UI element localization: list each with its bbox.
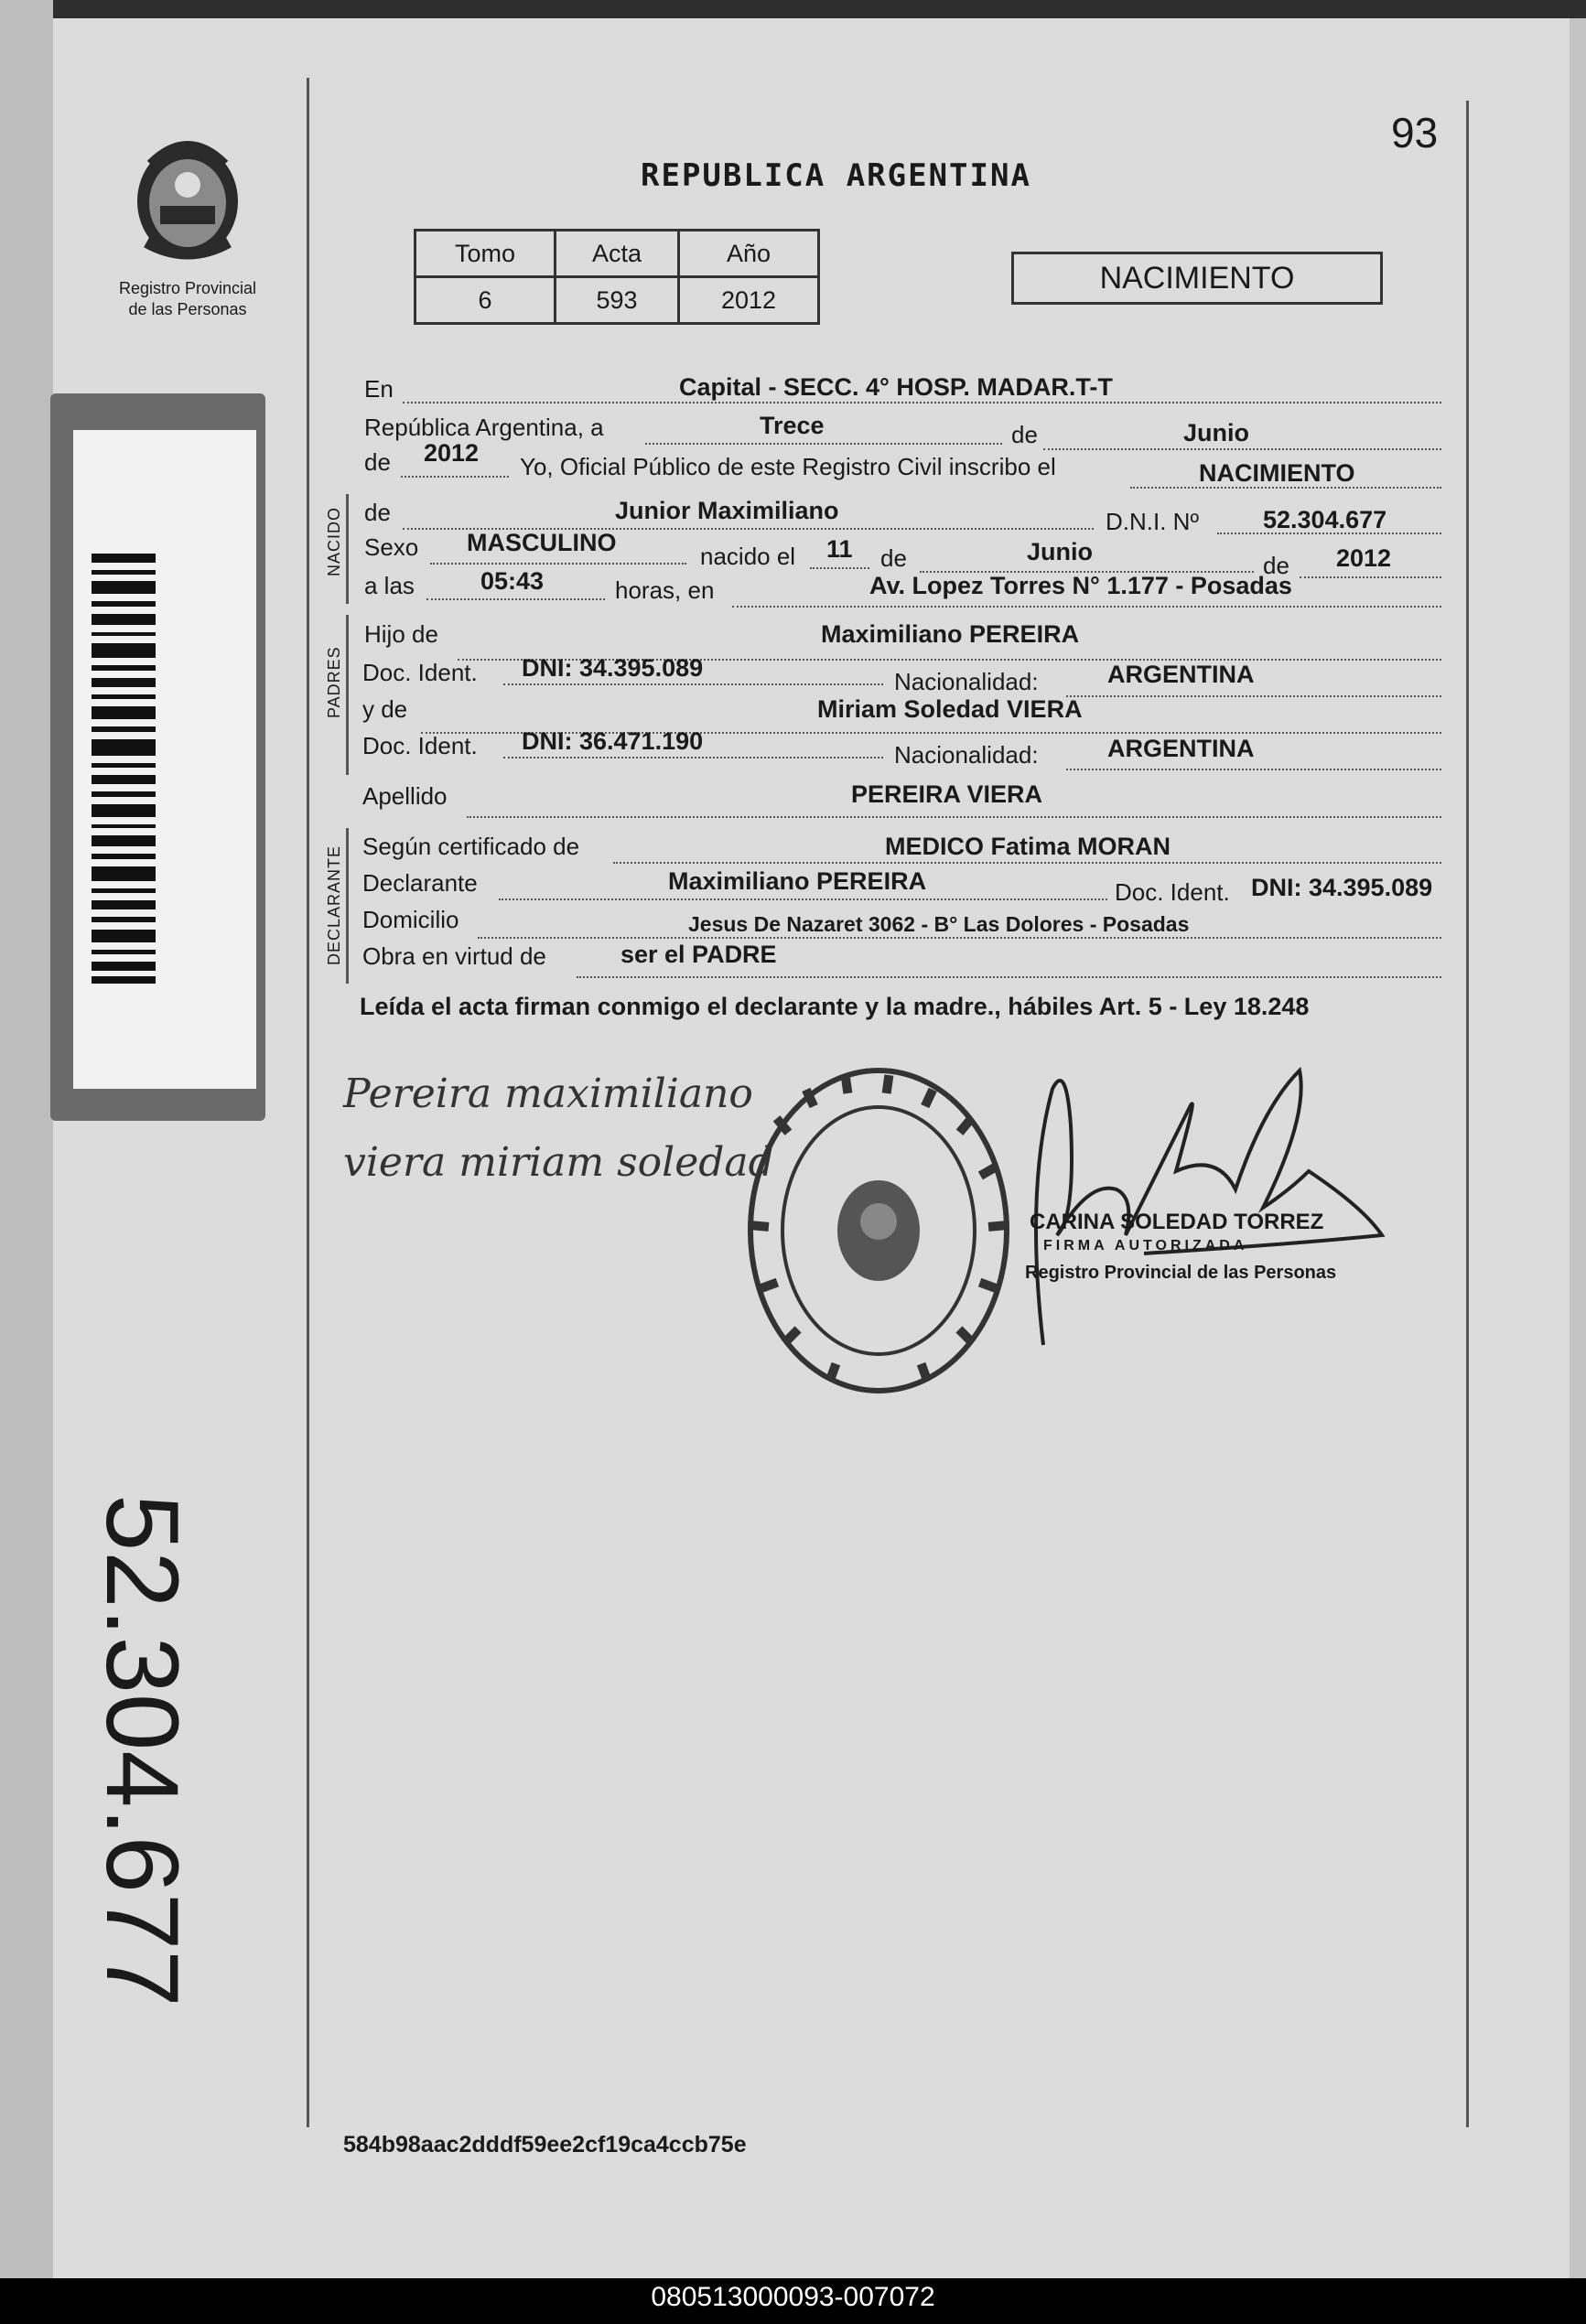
- label-horas-en: horas, en: [615, 576, 715, 604]
- line-dia-nacimiento: [810, 565, 869, 569]
- label-republica: República Argentina, a: [364, 414, 604, 441]
- document-hash: 584b98aac2dddf59ee2cf19ca4ccb75e: [343, 2132, 747, 2157]
- value-padre-doc: DNI: 34.395.089: [522, 654, 704, 682]
- value-certificado: MEDICO Fatima MORAN: [885, 833, 1171, 860]
- line-declarante: [499, 897, 1107, 900]
- table-value-tomo: 6: [415, 277, 556, 324]
- line-obra: [577, 974, 1441, 978]
- label-de-mes2: de: [880, 544, 907, 572]
- value-hora: 05:43: [480, 567, 545, 595]
- value-nombre: Junior Maximiliano: [615, 497, 839, 524]
- line-apellido: [467, 814, 1441, 818]
- label-declarante: Declarante: [362, 869, 478, 897]
- value-lugar: Capital - SECC. 4° HOSP. MADAR.T-T: [679, 373, 1113, 401]
- signature-icon: [1016, 1052, 1400, 1354]
- label-de-mes: de: [1011, 421, 1038, 448]
- line-sexo: [430, 561, 686, 565]
- label-nac-padre: Nacionalidad:: [894, 668, 1039, 695]
- handwritten-signature-mother: viera miriam soledad: [343, 1139, 774, 1186]
- registry-name-line2: de las Personas: [128, 300, 247, 318]
- value-declarante-doc: DNI: 34.395.089: [1251, 874, 1433, 901]
- value-dni: 52.304.677: [1263, 506, 1387, 533]
- value-apellido: PEREIRA VIERA: [851, 780, 1043, 808]
- label-y-de: y de: [362, 695, 408, 723]
- label-doc-ident-madre: Doc. Ident.: [362, 732, 478, 759]
- value-padre-nac: ARGENTINA: [1107, 661, 1255, 688]
- label-doc-ident-declarante: Doc. Ident.: [1115, 878, 1230, 906]
- value-obra: ser el PADRE: [620, 941, 777, 968]
- value-dia-nacimiento: 11: [826, 535, 853, 563]
- value-padre: Maximiliano PEREIRA: [821, 620, 1080, 648]
- label-obra: Obra en virtud de: [362, 942, 546, 970]
- barcode-number: 52.304.677: [85, 1494, 200, 2007]
- label-hijo-de: Hijo de: [364, 620, 438, 648]
- footer-id: 080513000093-007072: [651, 2282, 935, 2312]
- line-hora: [426, 597, 605, 600]
- record-table: [414, 229, 820, 325]
- value-dia-inscripcion: Trece: [760, 412, 825, 439]
- table-header-anio: Año: [679, 231, 819, 277]
- signatory-role: FIRMA AUTORIZADA: [1043, 1238, 1248, 1253]
- value-sexo: MASCULINO: [467, 529, 617, 556]
- side-label-declarante: DECLARANTE: [325, 845, 343, 965]
- document-title: REPUBLICA ARGENTINA: [641, 157, 1031, 194]
- nacido-section-line: [346, 494, 349, 604]
- left-margin-line: [307, 78, 309, 2127]
- label-de-nombre: de: [364, 499, 391, 526]
- value-mes-nacimiento: Junio: [1027, 538, 1093, 565]
- label-dni: D.N.I. Nº: [1106, 508, 1199, 535]
- value-lugar-nacimiento: Av. Lopez Torres N° 1.177 - Posadas: [869, 572, 1292, 599]
- value-tipo: NACIMIENTO: [1199, 459, 1355, 487]
- closing-statement: Leída el acta firman conmigo el declarante y la madre., hábiles Art. 5 - Ley 18.248: [360, 993, 1310, 1020]
- label-de-anio: de: [364, 448, 391, 476]
- line-lugar-nacimiento: [732, 604, 1441, 608]
- value-madre-nac: ARGENTINA: [1107, 735, 1255, 762]
- line-anio-nacimiento: [1300, 575, 1441, 578]
- barcode-icon: [92, 554, 156, 984]
- label-de-anio2: de: [1263, 552, 1289, 579]
- declarante-section-line: [346, 828, 349, 984]
- right-margin-line: [1466, 101, 1469, 2127]
- record-type-box: NACIMIENTO: [1011, 252, 1383, 305]
- line-dia-inscripcion: [645, 441, 1002, 445]
- handwritten-signature-father: Pereira maximiliano: [343, 1071, 753, 1117]
- page-right-edge: [1570, 18, 1586, 2278]
- value-declarante: Maximiliano PEREIRA: [668, 867, 927, 895]
- label-en: En: [364, 375, 394, 403]
- side-label-nacido: NACIDO: [325, 506, 343, 576]
- label-nac-madre: Nacionalidad:: [894, 741, 1039, 769]
- value-mes-inscripcion: Junio: [1183, 419, 1249, 447]
- line-padre-nac: [1066, 694, 1441, 697]
- side-label-padres: PADRES: [325, 646, 343, 718]
- table-header-tomo: Tomo: [415, 231, 556, 277]
- label-nacido-el: nacido el: [700, 543, 796, 570]
- label-apellido: Apellido: [362, 782, 448, 810]
- value-madre-doc: DNI: 36.471.190: [522, 727, 704, 755]
- line-anio-inscripcion: [401, 474, 509, 478]
- value-domicilio: Jesus De Nazaret 3062 - B° Las Dolores - Posadas: [688, 912, 1190, 936]
- label-sexo: Sexo: [364, 533, 419, 561]
- table-header-acta: Acta: [556, 231, 679, 277]
- province-coat-of-arms-icon: [119, 128, 256, 265]
- official-seal-icon: [741, 1061, 1016, 1400]
- table-value-anio: 2012: [679, 277, 819, 324]
- label-doc-ident-padre: Doc. Ident.: [362, 659, 478, 686]
- padres-section-line: [346, 615, 349, 775]
- label-domicilio: Domicilio: [362, 906, 459, 933]
- signatory-name: CARINA SOLEDAD TORREZ: [1030, 1210, 1324, 1234]
- value-anio-inscripcion: 2012: [424, 439, 480, 467]
- page-number: 93: [1391, 109, 1439, 156]
- registry-name-line1: Registro Provincial: [118, 279, 257, 297]
- line-madre-nac: [1066, 767, 1441, 770]
- page-left-edge: [0, 0, 53, 2278]
- table-value-acta: 593: [556, 277, 679, 324]
- value-anio-nacimiento: 2012: [1336, 544, 1392, 572]
- label-certificado: Según certificado de: [362, 833, 580, 860]
- label-yo-oficial: Yo, Oficial Público de este Registro Civil inscribo el: [520, 453, 1056, 480]
- value-madre: Miriam Soledad VIERA: [817, 695, 1083, 723]
- label-a-las: a las: [364, 572, 415, 599]
- signatory-org: Registro Provincial de las Personas: [1025, 1263, 1337, 1283]
